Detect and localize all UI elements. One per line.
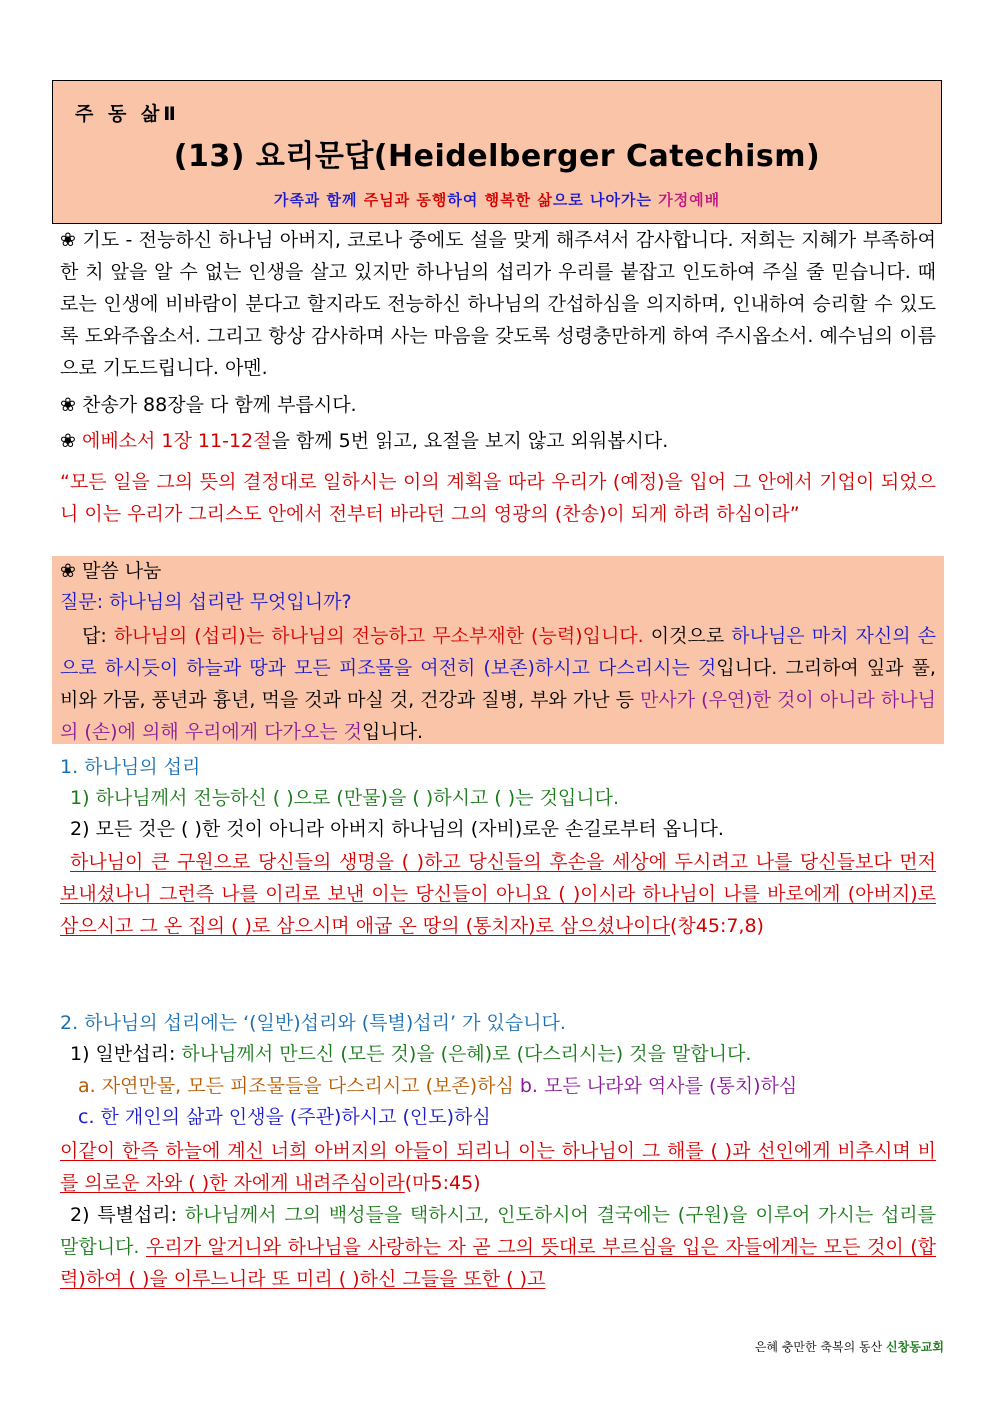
section2-scripture1 (60, 1135, 936, 1199)
church-name: 신창동교회 (886, 1340, 944, 1354)
prayer-paragraph: ❀ 기도 - 전능하신 하나님 아버지, 코로나 중에도 설을 맞게 해주셔서 감사합니다. 저희는 지혜가 부족하여 한 치 앞을 알 수 없는 인생을 살고 있지만 하나님의 섭리가 우리를 붙잡고 인도하여 주실 줄 믿습니다. 때로는 인생에 비바람이 분다고 할지라도 전능하신 하나님의 간섭하심을 의지하며, 인내하여 승리할 수 있도록 도와주옵소서. 그리고 항상 감사하며 사는 마음을 갖도록 성령충만하게 하여 주시옵소서. 예수님의 이름으로 기도드립니다. 아멘. (60, 229, 936, 379)
scripture-text: 이같이 한즉 하늘에 계신 너희 아버지의 아들이 되리니 이는 하나님이 그 해를 ( )과 선인에게 비추시며 비를 의로운 자와 ( )한 자에게 내려주심이라 (60, 1140, 936, 1194)
sharing-question: 질문: 하나님의 섭리란 무엇입니까? (60, 591, 352, 613)
answer-part: 하나님은 마치 자신의 손으로 하시듯이 하늘과 땅과 모든 피조물을 여전히 (보존)하시고 다스리시는 것 (60, 625, 936, 679)
section2-scripture2: 우리가 알거니와 하나님을 사랑하는 자 곧 그의 뜻대로 부르심을 입은 자들에게는 모든 것이 (합력)하여 ( )을 이루느니라 또 미리 ( )하신 그들을 또한 ( )고 (60, 1236, 936, 1290)
point-b: b. 모든 나라와 역사를 (통치)하심 (519, 1075, 798, 1097)
answer-part: 입니다. (361, 721, 424, 743)
answer-part: 하나님의 (섭리)는 하나님의 전능하고 무소부재한 (능력)입니다. (113, 625, 644, 647)
general-def: 하나님께서 만드신 (모든 것)을 (은혜)로 (다스리시는) 것을 말합니다. (181, 1043, 752, 1065)
section1-item1: 1) 하나님께서 전능하신 ( )으로 (만물)을 ( )하시고 ( )는 것입니다. (70, 787, 620, 809)
answer-part: 만사가 (우연)한 것이 아니라 하나님의 (손)에 의해 우리에게 다가오는 것 (60, 689, 936, 743)
subtitle-part: 가족과 함께 (273, 191, 364, 209)
subtitle-part: 으로 나아가는 (552, 191, 659, 209)
memory-verse: “모든 일을 그의 뜻의 결정대로 일하시는 이의 계획을 따라 우리가 (예정)을 입어 그 안에서 기업이 되었으니 이는 우리가 그리스도 안에서 전부터 바라던 그의 영광의 (찬송)이 되게 하려 하심이라” (60, 471, 936, 525)
reading-line (60, 426, 940, 457)
scripture-ref: (창45:7,8) (670, 915, 764, 937)
point-c: c. 한 개인의 삶과 인생을 (주관)하시고 (인도)하심 (78, 1106, 491, 1128)
answer-part: 입니다. 그리하여 잎과 풀, 비와 가뭄, 풍년과 흉년, 먹을 것과 마실 것, 건강과 질병, 부와 가난 등 (60, 657, 936, 711)
subtitle (53, 189, 941, 210)
subtitle-part: 주님과 동행 (363, 191, 448, 209)
general-providence (70, 1039, 950, 1070)
subtitle-part: 하여 (447, 191, 485, 209)
reading-bullet: ❀ (60, 430, 82, 452)
header-box (52, 80, 942, 224)
section1-scripture (60, 846, 936, 942)
section1-item2: 2) 모든 것은 ( )한 것이 아니라 아버지 하나님의 (자비)로운 손길로부터 옵니다. (70, 818, 724, 840)
footer (755, 1338, 944, 1355)
sharing-title: ❀ 말씀 나눔 (60, 560, 162, 582)
hymn-line: ❀ 찬송가 88장을 다 함께 부릅시다. (60, 394, 357, 416)
scripture-text: 하나님이 큰 구원으로 당신들의 생명을 ( )하고 당신들의 후손을 세상에 두시려고 나를 당신들보다 먼저 보내셨나니 그런즉 나를 이리로 보낸 이는 당신들이 아니요 ( )이시라 하나님이 나를 바로에게 (아버지)로 삼으시고 그 온 집의 ( )로 삼으시며 애굽 온 땅의 (통치자)로 삼으셨나이다 (60, 851, 936, 937)
sharing-answer (60, 620, 936, 748)
subtitle-part: 가정예배 (658, 191, 721, 209)
section1-heading: 1. 하나님의 섭리 (60, 756, 201, 778)
section2-heading: 2. 하나님의 섭리에는 ‘(일반)섭리와 (특별)섭리’ 가 있습니다. (60, 1012, 566, 1034)
point-a: a. 자연만물, 모든 피조물들을 다스리시고 (보존)하심 (78, 1075, 514, 1097)
general-label: 1) 일반섭리: (70, 1043, 182, 1065)
reading-ref: 에베소서 1장 11-12절 (81, 430, 272, 452)
special-def: 하나님께서 그의 백성들을 택하시고, 인도하시어 결국에는 (구원)을 이루어 가시는 섭리를 말합니다. (60, 1204, 937, 1258)
reading-rest: 을 함께 5번 읽고, 요절을 보지 않고 외워봅시다. (271, 430, 669, 452)
special-providence (60, 1199, 936, 1295)
answer-part: 이것으로 (643, 625, 732, 647)
general-points-ab (78, 1071, 958, 1102)
footer-text: 은혜 충만한 축복의 동산 (754, 1340, 887, 1354)
special-label: 2) 특별섭리: (70, 1204, 185, 1226)
answer-label: 답: (82, 625, 114, 647)
series-label: 주 동 삶Ⅱ (75, 103, 180, 125)
scripture-ref: (마5:45) (404, 1172, 481, 1194)
subtitle-part: 행복한 삶 (484, 191, 553, 209)
page-title: (13) 요리문답(Heidelberger Catechism) (173, 139, 821, 174)
